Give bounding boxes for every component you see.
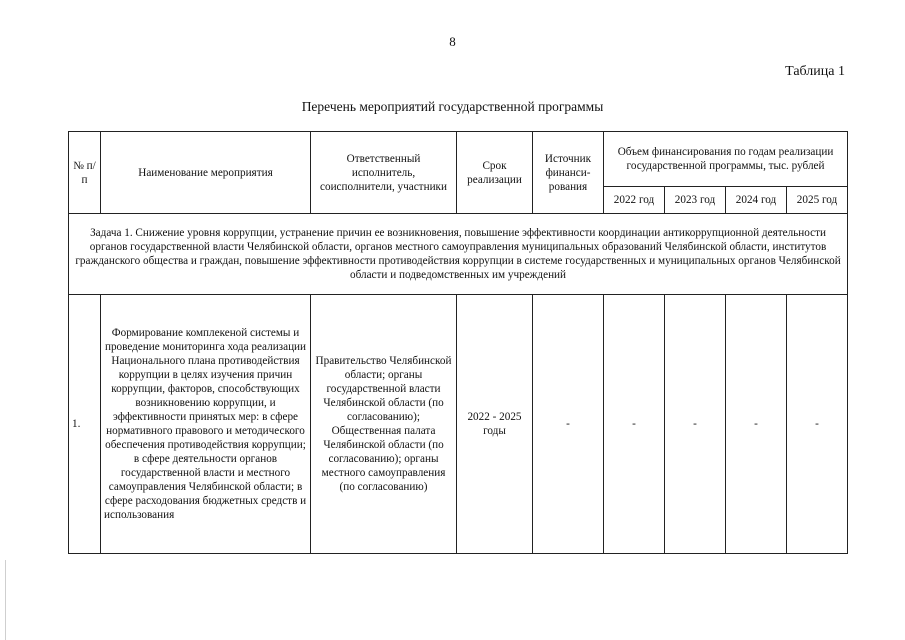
row-activity-name: Формирование комплекеной системы и проведение мониторинга хода реализации Национального плана противодействия коррупции в целях изучения причин коррупции, факторов, способствующих возникновению коррупции, и эффективности принятых мер: в сфере нормативного правового и методического обеспечения противодействия коррупции; в сфере деятельности органов государственной власти и местного самоуправления Челябинской области; в сфере расходования бюджетных средств и использования (101, 295, 311, 554)
header-row (69, 132, 848, 187)
header-year-2024: 2024 год (726, 187, 787, 214)
row-period: 2022 - 2025 годы (457, 295, 533, 554)
page-number: 8 (449, 34, 456, 49)
header-funding: Объем финансирования по годам реализации государственной программы, тыс. рублей (604, 132, 848, 187)
program-activities-table (68, 131, 848, 554)
row-funding-2023: - (665, 295, 726, 554)
header-year-2025: 2025 год (787, 187, 848, 214)
header-year-2023: 2023 год (665, 187, 726, 214)
table-label: Таблица 1 (785, 64, 845, 79)
task-row (69, 214, 848, 295)
row-num: 1. (69, 295, 101, 554)
task-text: Задача 1. Снижение уровня коррупции, устранение причин ее возникновения, повышение эффективности координации антикоррупционной деятельности органов государственной власти Челябинской области, органов местного самоуправления муниципальных образований Челябинской области, институтов гражданского общества и граждан, повышение эффективности противодействия коррупции в системе государственных и муниципальных органов Челябинской области и подведомственных им учреждений (69, 214, 848, 295)
row-funding-2022: - (604, 295, 665, 554)
header-period: Срок реализации (457, 132, 533, 214)
row-source: - (533, 295, 604, 554)
header-name: Наименование мероприятия (101, 132, 311, 214)
row-funding-2025: - (787, 295, 848, 554)
header-responsible: Ответственный исполнитель, соисполнители, участники (311, 132, 457, 214)
header-source: Источник финанси-рования (533, 132, 604, 214)
header-num: № п/п (69, 132, 101, 214)
row-funding-2024: - (726, 295, 787, 554)
document-title: Перечень мероприятий государственной программы (301, 99, 604, 114)
row-responsible: Правительство Челябинской области; органы государственной власти Челябинской области (по согласованию); Общественная палата Челябинской области (по согласованию); органы местного самоуправления (по согласованию) (311, 295, 457, 554)
table-row (69, 295, 848, 554)
header-year-2022: 2022 год (604, 187, 665, 214)
scan-edge-line (5, 560, 6, 640)
